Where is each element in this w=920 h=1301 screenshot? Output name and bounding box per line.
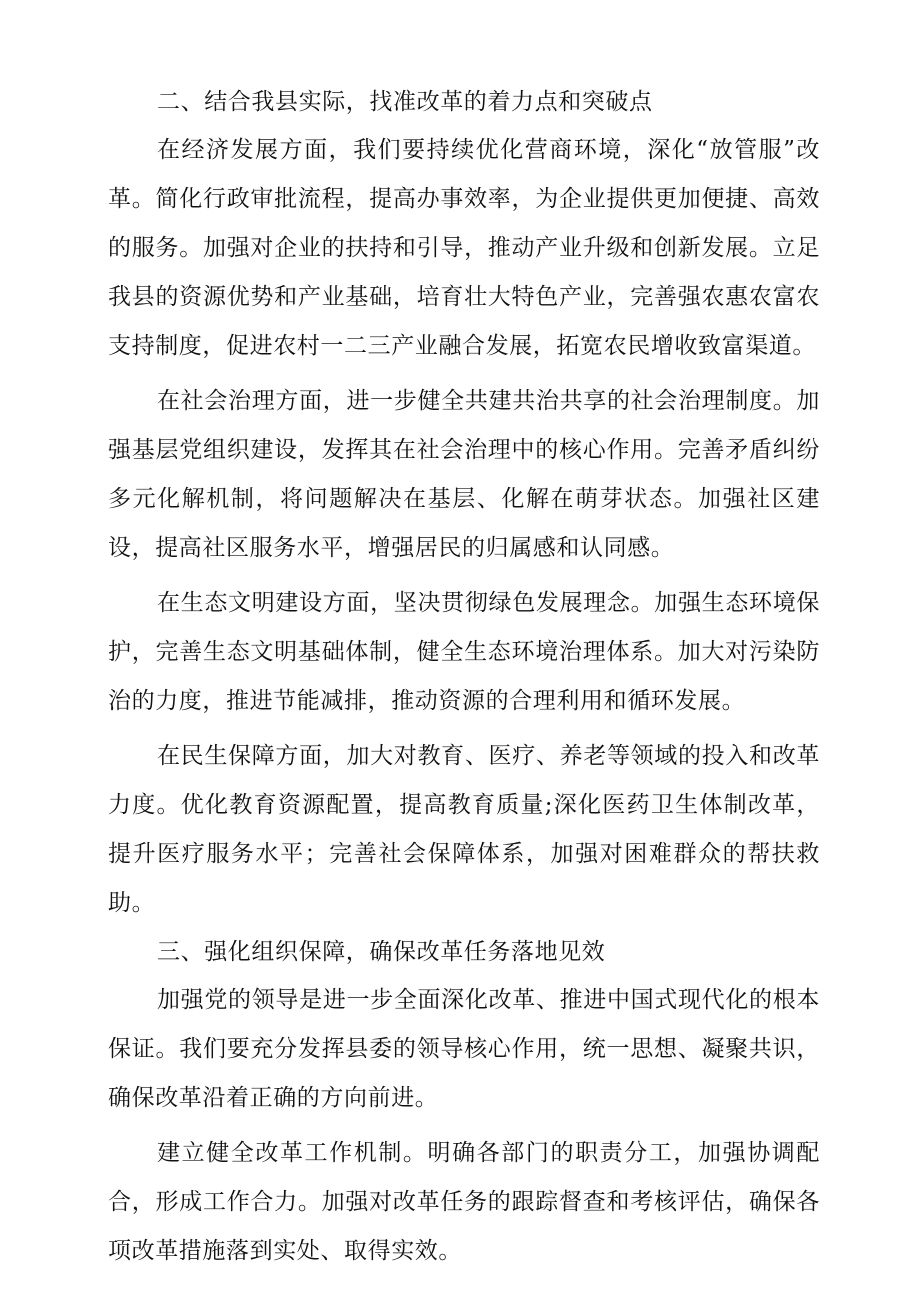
paragraph-economic-development: 在经济发展方面，我们要持续优化营商环境，深化“放管服”改革。简化行政审批流程，提高办事效率，为企业提供更加便捷、高效的服务。加强对企业的扶持和引导，推动产业升级和创新发展。立足我县的资源优势和产业基础，培育壮大特色产业，完善强农惠农富农支持制度，促进农村一二三产业融合发展，拓宽农民增收致富渠道。 [108,137,820,359]
document-page [108,78,820,1282]
section-3-heading: 三、强化组织保障，确保改革任务落地见效 [157,939,606,965]
paragraph-reform-mechanism: 建立健全改革工作机制。明确各部门的职责分工，加强协调配合，形成工作合力。加强对改革任务的跟踪督查和考核评估，确保各项改革措施落到实处、取得实效。 [108,1140,820,1264]
paragraph-ecological-civilization: 在生态文明建设方面，坚决贯彻绿色发展理念。加强生态环境保护，完善生态文明基础体制，健全生态环境治理体系。加大对污染防治的力度，推进节能减排，推动资源的合理利用和循环发展。 [108,590,820,714]
section-2-heading: 二、结合我县实际，找准改革的着力点和突破点 [157,89,653,115]
paragraph-livelihood-security: 在民生保障方面，加大对教育、医疗、养老等领域的投入和改革力度。优化教育资源配置，提高教育质量;深化医药卫生体制改革，提升医疗服务水平；完善社会保障体系，加强对困难群众的帮扶救助。 [108,743,820,916]
paragraph-social-governance: 在社会治理方面，进一步健全共建共治共享的社会治理制度。加强基层党组织建设，发挥其在社会治理中的核心作用。完善矛盾纠纷多元化解机制，将问题解决在基层、化解在萌芽状态。加强社区建设，提高社区服务水平，增强居民的归属感和认同感。 [108,388,820,561]
paragraph-party-leadership: 加强党的领导是进一步全面深化改革、推进中国式现代化的根本保证。我们要充分发挥县委的领导核心作用，统一思想、凝聚共识，确保改革沿着正确的方向前进。 [108,987,820,1111]
